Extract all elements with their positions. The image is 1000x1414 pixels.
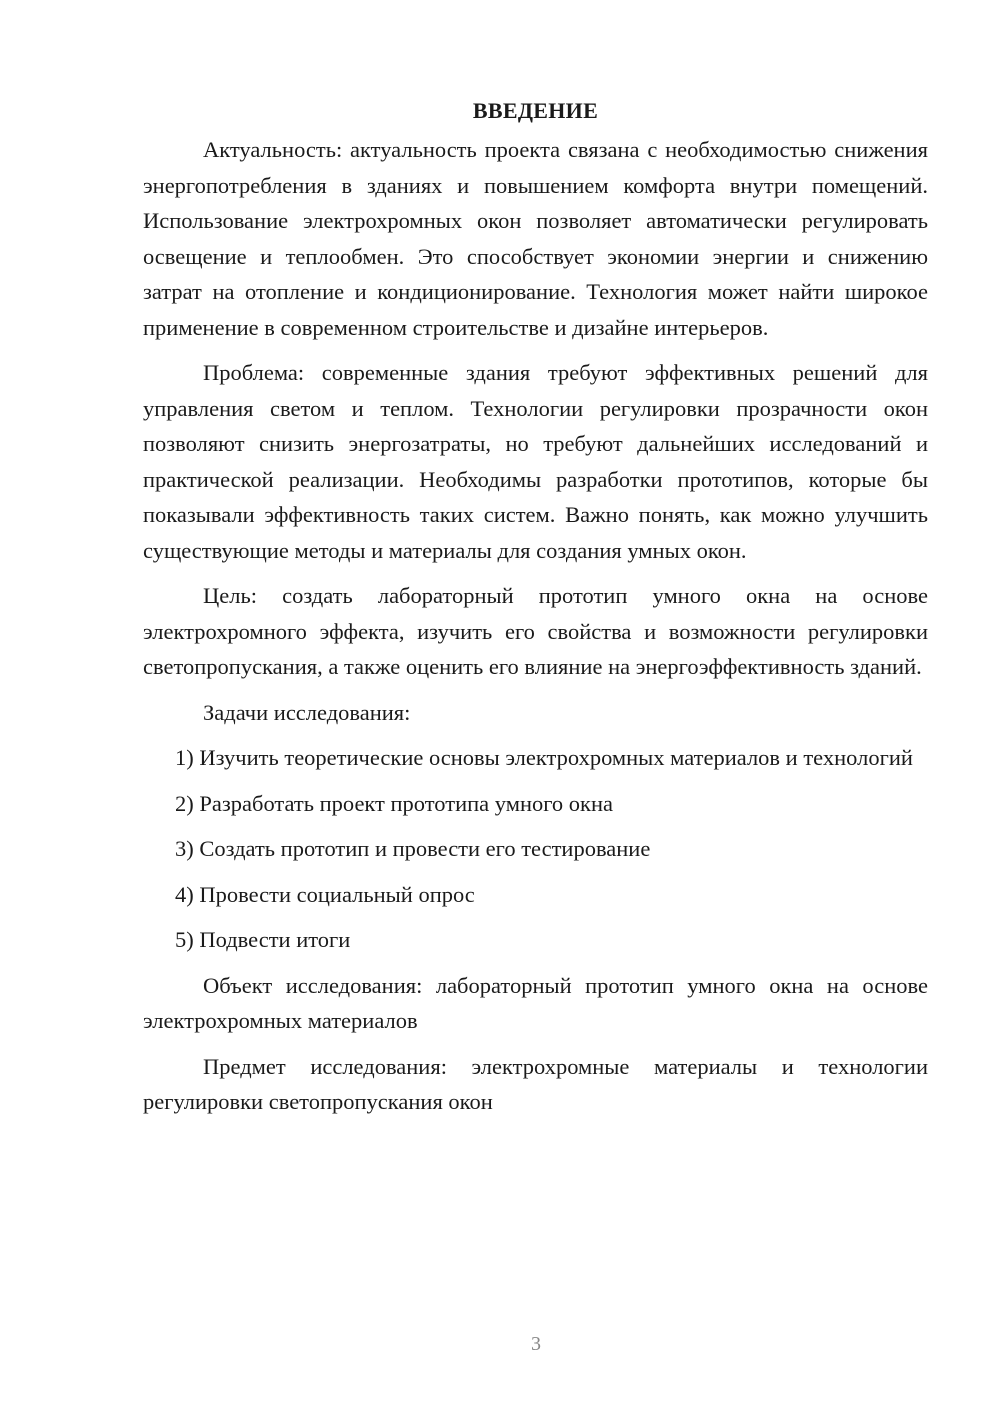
tasks-heading: Задачи исследования: [203, 699, 411, 725]
paragraph-goal: Цель: создать лабораторный прототип умного окна на основе электрохромного эффекта, изучить его свойства и возможности регулировки светопропускания, а также оценить его влияние на энергоэффективность зданий. [143, 583, 928, 679]
section-title: ВВЕДЕНИЕ [472, 98, 599, 123]
page-number: 3 [531, 1333, 541, 1355]
task-item-3: 3) Создать прототип и провести его тестирование [175, 836, 651, 861]
task-item-1: 1) Изучить теоретические основы электрохромных материалов и технологий [175, 745, 913, 770]
task-item-4: 4) Провести социальный опрос [175, 881, 475, 907]
paragraph-research-object: Объект исследования: лабораторный прототип умного окна на основе электрохромных материалов [143, 972, 928, 1033]
paragraph-relevance: Актуальность: актуальность проекта связана с необходимостью снижения энергопотребления в зданиях и повышением комфорта внутри помещений. Использование электрохромных окон позволяет автоматически регулировать освещение и теплообмен. Это способствует экономии энергии и снижению затрат на отопление и кондиционирование. Технология может найти широкое применение в современном строительстве и дизайне интерьеров. [143, 137, 928, 340]
paragraph-problem: Проблема: современные здания требуют эффективных решений для управления светом и теплом. Технологии регулировки прозрачности окон позволяют снизить энергозатраты, но требуют дальнейших исследований и практической реализации. Необходимы разработки прототипов, которые бы показывали эффективность таких систем. Важно понять, как можно улучшить существующие методы и материалы для создания умных окон. [143, 360, 928, 563]
paragraph-research-subject: Предмет исследования: электрохромные материалы и технологии регулировки светопропускания окон [143, 1053, 928, 1114]
document-page [143, 96, 928, 1130]
task-item-5: 5) Подвести итоги [175, 927, 351, 952]
task-item-2: 2) Разработать проект прототипа умного окна [175, 790, 614, 816]
